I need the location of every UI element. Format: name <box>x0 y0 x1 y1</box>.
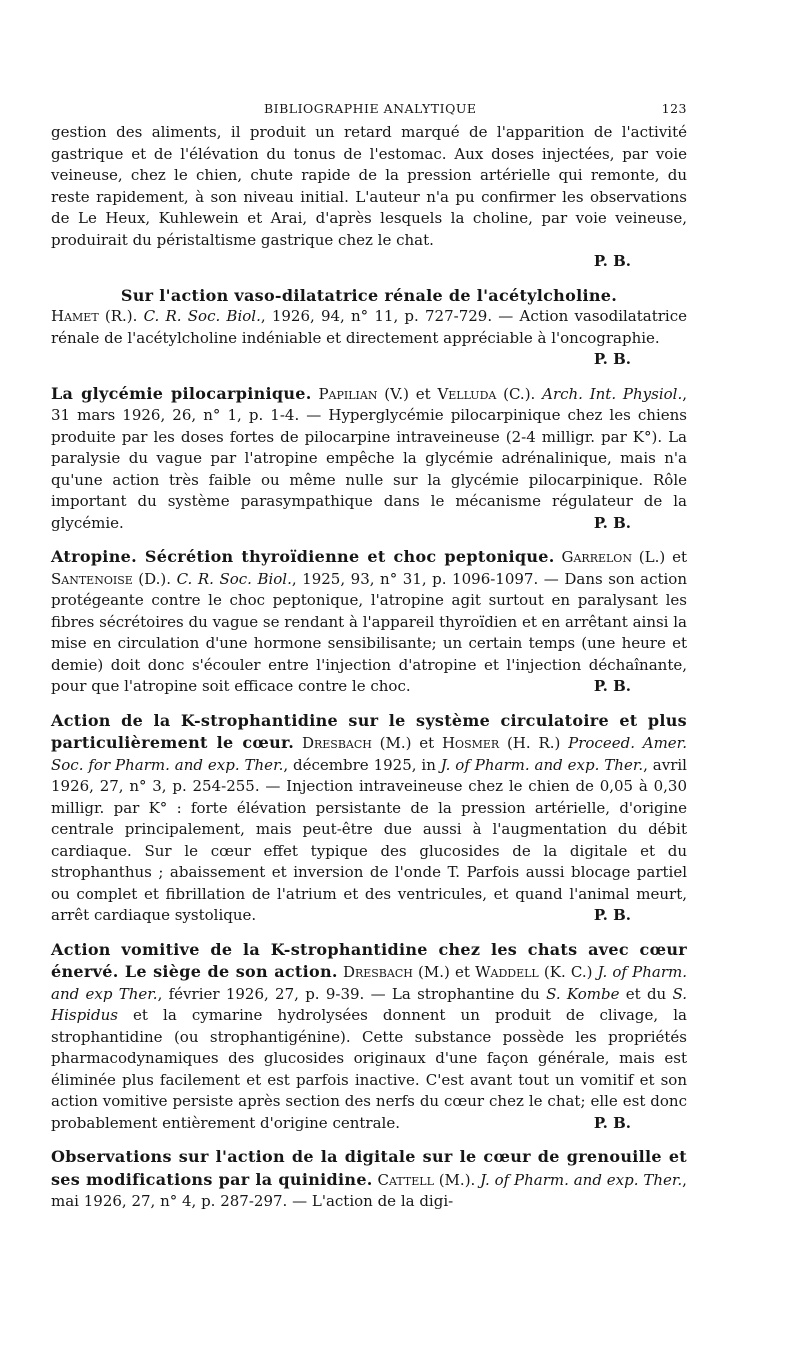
author: Santenoise (D.). <box>51 569 172 588</box>
citation-date: , décembre 1925, in <box>283 755 436 774</box>
abstract-body: L'action de la digi- <box>311 1192 454 1210</box>
citation-details: , 31 mars 1926, 26, n° 1, p. 1-4. — <box>51 384 687 424</box>
citation-details: , avril 1926, 27, n° 3, p. 254-255. — <box>51 755 687 795</box>
journal-name: Arch. Int. Physiol. <box>542 384 683 403</box>
author-conjunction: et <box>455 963 470 981</box>
abstract-entry-acetylcholine <box>51 285 687 371</box>
abstract-paragraph <box>51 710 687 927</box>
abstract-body: La strophantine du <box>391 984 540 1003</box>
abstract-entry-atropine <box>51 546 687 698</box>
author-conjunction: et <box>419 734 435 752</box>
journal-name: Proceed. Amer. Soc. for Pharm. and exp. Ther. <box>51 734 687 774</box>
abstract-initials: P. B. <box>593 350 631 368</box>
abstract-initials: P. B. <box>593 1113 631 1132</box>
abstract-body: gestion des aliments, il produit un retard marqué de l'apparition de l'activité gastrique et de l'élévation du tonus de l'estomac. Aux doses injectées, par voie veineuse, chez le chien, chute rapide de la pression artérielle qui remonte, du reste rapidement, à son niveau initial. L'auteur n'a pu confirmer les observations de Le Heux, Kuhlewein et Arai, d'après lesquels la choline, par voie veineuse, produirait du péristaltisme gastrique chez le chat. <box>51 123 687 249</box>
author: Cattell (M.). <box>377 1170 476 1189</box>
author: Waddell (K. C.) <box>475 963 593 981</box>
abstract-title: Atropine. Sécrétion thyroïdienne et choc peptonique. <box>51 547 555 566</box>
journal-name: C. R. Soc. Biol. <box>176 569 292 588</box>
abstract-paragraph <box>51 546 687 698</box>
species-name: S. Hispidus <box>51 984 688 1024</box>
abstract-body: et du <box>625 984 667 1003</box>
abstract-title: Observations sur l'action de la digitale sur le cœur de grenouille et ses modifications par la quinidine. <box>51 1147 687 1189</box>
citation-details: , 1926, 94, n° 11, p. 727-729. — <box>260 307 514 325</box>
species-name: S. Kombe <box>546 984 620 1003</box>
author: Dresbach (M.) <box>301 734 412 752</box>
abstract-title: Action de la K-strophantidine sur le système circulatoire et plus particulièrement le cœur. <box>51 710 687 752</box>
abstract-paragraph <box>51 383 687 535</box>
abstract-initials: P. B. <box>593 906 631 924</box>
author: Hamet (R.). <box>51 307 138 325</box>
citation-details: , mai 1926, 27, n° 4, p. 287-297. — <box>51 1170 687 1210</box>
page-number: 123 <box>661 101 687 116</box>
running-head <box>51 92 687 114</box>
abstract-title: La glycémie pilocarpinique. <box>51 383 312 403</box>
journal-name: C. R. Soc. Biol. <box>143 307 261 325</box>
abstract-entry-continuation <box>51 122 687 273</box>
abstract-entry-k-strophantidine-vomitive <box>51 939 687 1135</box>
author: Dresbach (M.) <box>342 963 450 981</box>
abstract-title: Action vomitive de la K-strophantidine chez les chats avec cœur énervé. Le siège de son action. <box>51 939 687 981</box>
abstract-paragraph <box>51 1146 687 1213</box>
citation-details: , 1925, 93, n° 31, p. 1096-1097. — <box>291 569 559 588</box>
abstract-body: Hyperglycémie pilocarpinique chez les chiens produite par les doses fortes de pilocarpine intraveineuse (2-4 milligr. par K°). La paralysie du vague par l'atropine empêche la glycémie adrénalinique, mais n'a qu'une action très faible ou même nulle sur la glycémie pilocarpinique. Rôle important du système parasympathique dans le mécanisme régulateur de la glycémie. <box>51 406 687 532</box>
journal-name: J. of Pharm. and exp. Ther. <box>480 1170 683 1189</box>
author-conjunction: et <box>672 548 687 566</box>
abstract-body: Injection intraveineuse chez le chien de 0,05 à 0,30 milligr. par K° : forte élévation persistante de la pression artérielle, d'origine centrale principalement, mais peut-être due aussi à l'augmentation du débit cardiaque. Sur le cœur effet typique des glucosides de la digitale et du strophanthus ; abaissement et inversion de l'onde T. Parfois aussi blocage partiel ou complet et fibrillation de l'atrium et des ventricules, et quand l'animal meurt, arrêt cardiaque systolique. <box>51 777 687 924</box>
journal-page <box>51 92 687 1213</box>
abstract-entry-glycemie <box>51 383 687 535</box>
author: Papilian (V.) <box>318 384 409 403</box>
author-conjunction: et <box>415 384 431 403</box>
author: Hosmer (H. R.) <box>441 734 561 752</box>
running-title: BIBLIOGRAPHIE ANALYTIQUE <box>264 101 477 116</box>
journal-name: J. of Pharm. and exp. Ther. <box>440 755 644 774</box>
author: Garrelon (L.) <box>561 548 666 566</box>
abstract-initials: P. B. <box>593 513 631 532</box>
abstract-initials: P. B. <box>593 677 631 695</box>
abstract-entry-digitale-quinidine <box>51 1146 687 1213</box>
abstract-entry-k-strophantidine-circulation <box>51 710 687 927</box>
abstract-initials: P. B. <box>593 252 631 270</box>
abstract-paragraph <box>51 306 687 368</box>
abstract-body: Dans son action protégeante contre le choc peptonique, l'atropine agit surtout en paralysant les fibres sécrétoires du vague se rendant à l'appareil thyroïdien et en arrêtant ainsi la mise en circulation d'une hormone sensibilisante; un certain temps (une heure et demie) doit donc s'écouler entre l'injection d'atropine et l'injection déchaînante, pour que l'atropine soit efficace contre le choc. <box>51 569 687 695</box>
author: Velluda (C.). <box>437 384 536 403</box>
citation-details: , février 1926, 27, p. 9-39. — <box>157 984 386 1003</box>
abstract-title: Sur l'action vaso-dilatatrice rénale de l'acétylcholine. <box>120 285 618 305</box>
abstract-paragraph <box>51 939 687 1135</box>
journal-name: J. of Pharm. and exp Ther. <box>51 963 687 1003</box>
abstract-body: et la cymarine hydrolysées donnent un produit de clivage, la strophantidine (ou strophantigénine). Cette substance possède les propriétés pharmacodynamiques des glucosides originaux d'une façon générale, mais est éliminée plus facilement et est parfois inactive. C'est avant tout un vomitif et son action vomitive persiste après section des nerfs du cœur chez le chat; elle est donc probablement entièrement d'origine centrale. <box>51 1006 687 1132</box>
abstract-body: Action vasodilatatrice rénale de l'acétylcholine indéniable et directement appréciable à l'oncographie. <box>51 307 687 347</box>
